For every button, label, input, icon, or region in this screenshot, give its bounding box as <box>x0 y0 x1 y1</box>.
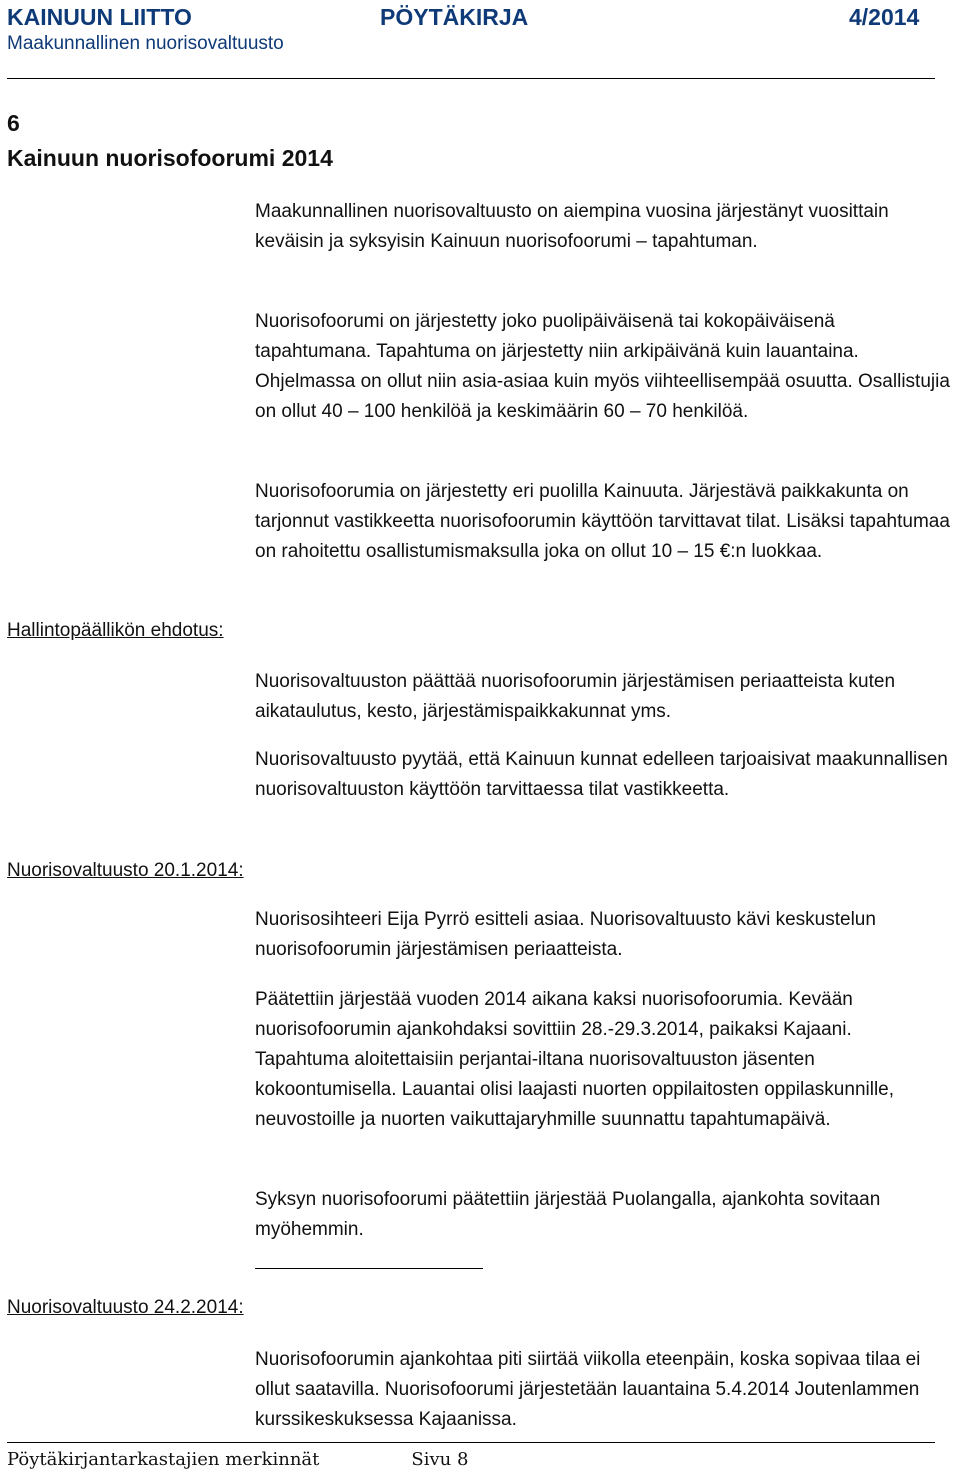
paragraph-proposal-decision: Nuorisovaltuuston päättää nuorisofoorumin järjestämisen periaatteista kuten aikataulutus, kesto, järjestämispaikkakunnat yms. <box>255 671 896 722</box>
paragraph-locations: Nuorisofoorumia on järjestetty eri puolilla Kainuuta. Järjestävä paikkakunta on tarjonnut vastikkeetta nuorisofoorumin käyttöön tarvittavat tilat. Lisäksi tapahtumaa on rahoitettu osallistumismaksulla joka on ollut 10 – 15 €:n luokkaa. <box>255 481 950 562</box>
footer-reviewers-note: Pöytäkirjantarkastajien merkinnät <box>7 1449 320 1470</box>
section-number: 6 <box>7 110 20 136</box>
paragraph-background: Maakunnallinen nuorisovaltuusto on aiempina vuosina järjestänyt vuosittain keväisin ja syksyisin Kainuun nuorisofoorumi – tapahtuman. <box>255 201 889 252</box>
paragraph-spring-forum: Päätettiin järjestää vuoden 2014 aikana kaksi nuorisofoorumia. Kevään nuorisofoorumin ajankohdaksi sovittiin 28.-29.3.2014, paikaksi Kajaani. Tapahtuma aloitettaisiin perjantai-iltana nuorisovaltuuston jäsenten kokoontumisella. Lauantai olisi laajasti nuorten oppilaitosten oppilaskunnille, neuvostoille ja nuorten vaikuttajaryhmille suunnattu tapahtumapäivä. <box>255 989 895 1130</box>
section-title: Kainuun nuorisofoorumi 2014 <box>7 145 333 171</box>
document-number: 4/2014 <box>849 4 920 30</box>
section-separator <box>255 1268 483 1269</box>
document-type: PÖYTÄKIRJA <box>380 4 529 30</box>
footer-divider <box>7 1442 935 1443</box>
paragraph-proposal-request: Nuorisovaltuusto pyytää, että Kainuun kunnat edelleen tarjoaisivat maakunnallisen nuorisovaltuuston käyttöön tarvittaessa tilat vastikkeetta. <box>255 749 948 800</box>
committee-name: Maakunnallinen nuorisovaltuusto <box>7 33 284 54</box>
page-number: Sivu 8 <box>411 1449 469 1470</box>
footer <box>7 1449 468 1470</box>
meeting-label-jan: Nuorisovaltuusto 20.1.2014: <box>7 860 244 881</box>
meeting-label-feb: Nuorisovaltuusto 24.2.2014: <box>7 1297 244 1318</box>
org-name: KAINUUN LIITTO <box>7 4 192 30</box>
proposal-label: Hallintopäällikön ehdotus: <box>7 620 224 641</box>
paragraph-format: Nuorisofoorumi on järjestetty joko puolipäiväisenä tai kokopäiväisenä tapahtumana. Tapahtuma on järjestetty niin arkipäivänä kuin lauantaina. Ohjelmassa on ollut niin asia-asiaa kuin myös viihteellisempää osuutta. Osallistujia on ollut 40 – 100 henkilöä ja keskimäärin 60 – 70 henkilöä. <box>255 311 950 422</box>
header-divider <box>7 78 935 79</box>
paragraph-autumn-forum: Syksyn nuorisofoorumi päätettiin järjestää Puolangalla, ajankohta sovitaan myöhemmin. <box>255 1189 881 1240</box>
paragraph-discussion: Nuorisosihteeri Eija Pyrrö esitteli asiaa. Nuorisovaltuusto kävi keskustelun nuorisofoorumin järjestämisen periaatteista. <box>255 909 876 960</box>
paragraph-rescheduled: Nuorisofoorumin ajankohtaa piti siirtää viikolla eteenpäin, koska sopivaa tilaa ei ollut saatavilla. Nuorisofoorumi järjestetään lauantaina 5.4.2014 Joutenlammen kurssikeskuksessa Kajaanissa. <box>255 1349 921 1430</box>
